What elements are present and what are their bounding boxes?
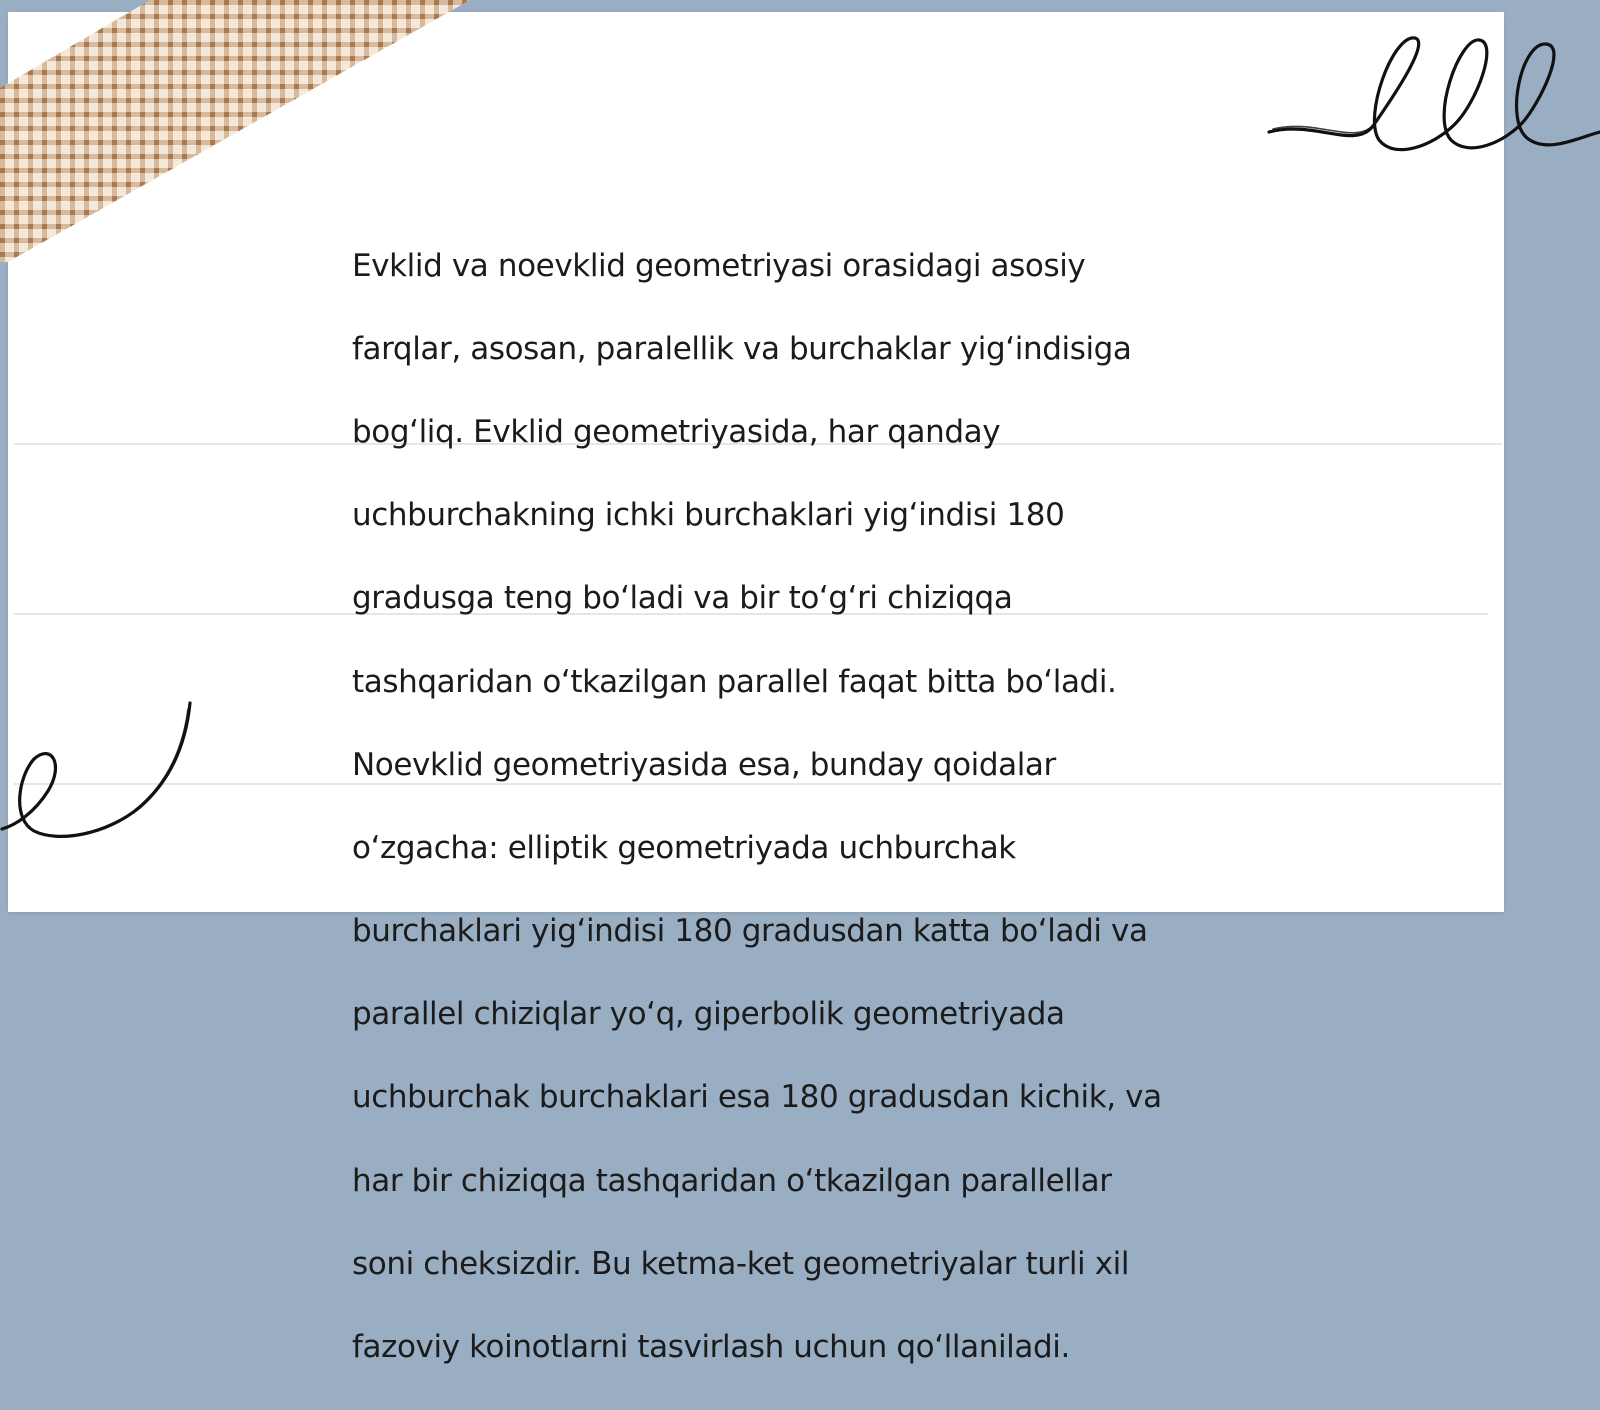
paragraph-line: uchburchak burchaklari esa 180 gradusdan kichik, va <box>352 1079 1162 1116</box>
paragraph-line: burchaklari yig‘indisi 180 gradusdan katta bo‘ladi va <box>352 913 1148 950</box>
swirl-scribble-icon <box>0 695 200 855</box>
paragraph-line: o‘zgacha: elliptik geometriyada uchburchak <box>352 829 1016 866</box>
paragraph-line: uchburchakning ichki burchaklari yig‘indisi 180 <box>352 497 1065 534</box>
loop-scribble-icon <box>1255 28 1600 168</box>
paragraph-line: parallel chiziqlar yo‘q, giperbolik geometriyada <box>352 996 1065 1033</box>
paragraph-line: bog‘liq. Evklid geometriyasida, har qanday <box>352 413 1001 450</box>
slide-paragraph <box>352 204 1232 1410</box>
paragraph-line: Evklid va noevklid geometriyasi orasidagi asosiy <box>352 247 1086 284</box>
paragraph-line: gradusga teng bo‘ladi va bir to‘g‘ri chiziqqa <box>352 580 1013 617</box>
paragraph-line: tashqaridan o‘tkazilgan parallel faqat bitta bo‘ladi. <box>352 663 1117 700</box>
paragraph-line: Noevklid geometriyasida esa, bunday qoidalar <box>352 746 1056 783</box>
paragraph-line: har bir chiziqqa tashqaridan o‘tkazilgan parallellar <box>352 1162 1112 1199</box>
paragraph-line: fazoviy koinotlarni tasvirlash uchun qo‘llaniladi. <box>352 1329 1070 1366</box>
paragraph-line: soni cheksizdir. Bu ketma-ket geometriyalar turli xil <box>352 1245 1130 1282</box>
paragraph-line: farqlar, asosan, paralellik va burchaklar yig‘indisiga <box>352 330 1132 367</box>
